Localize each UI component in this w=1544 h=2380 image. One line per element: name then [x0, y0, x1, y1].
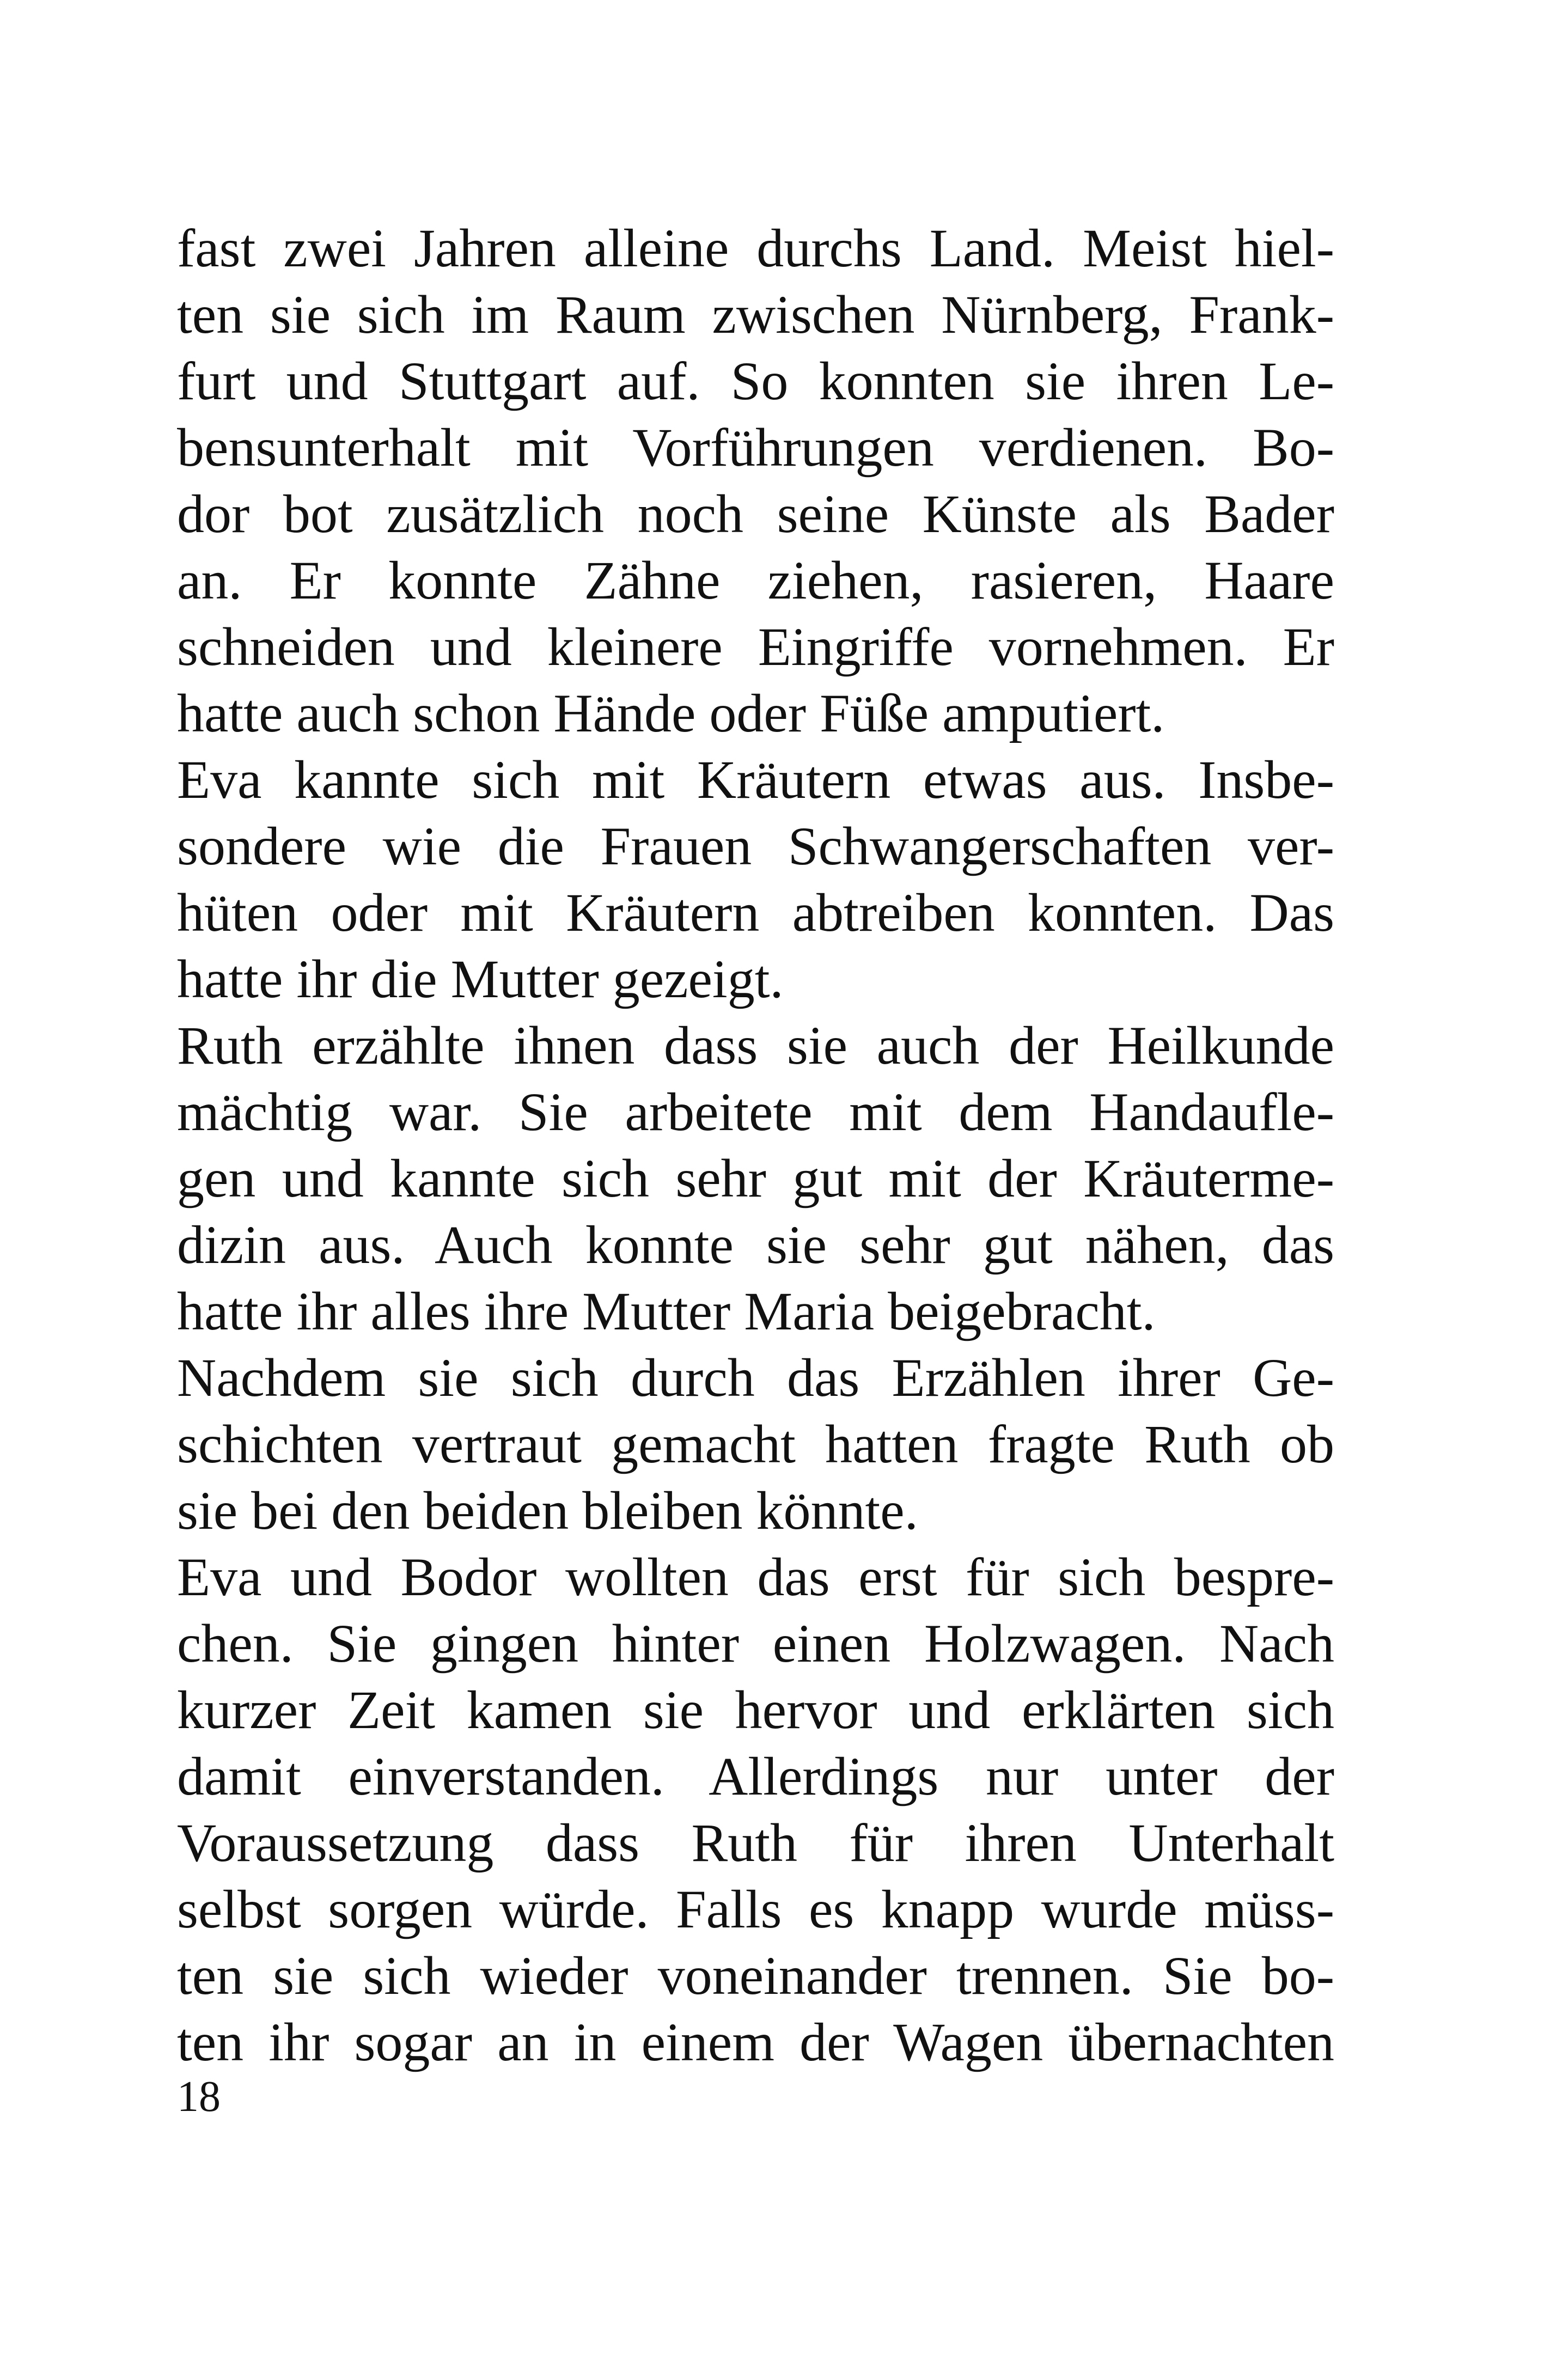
text-line: Nachdem sie sich durch das Erzählen ihrer Ge- [177, 1347, 1334, 1408]
text-line: chen. Sie gingen hinter einen Holzwagen. Nach [177, 1613, 1334, 1674]
text-line: ten ihr sogar an in einem der Wagen übernachten [177, 2012, 1334, 2072]
text-line: kurzer Zeit kamen sie hervor und erklärten sich [177, 1680, 1334, 1740]
text-line: an. Er konnte Zähne ziehen, rasieren, Haare [177, 550, 1334, 611]
text-line: gen und kannte sich sehr gut mit der Kräuterme- [177, 1148, 1334, 1209]
text-line: damit einverstanden. Allerdings nur unter der [177, 1746, 1334, 1807]
text-line: schneiden und kleinere Eingriffe vornehmen. Er [177, 617, 1334, 677]
text-line: schichten vertraut gemacht hatten fragte Ruth ob [177, 1414, 1334, 1474]
text-line: fast zwei Jahren alleine durchs Land. Meist hiel- [177, 218, 1334, 278]
text-line: Eva und Bodor wollten das erst für sich bespre- [177, 1547, 1334, 1607]
text-line: hatte auch schon Hände oder Füße amputiert. [177, 683, 1165, 743]
page-number: 18 [177, 2073, 221, 2121]
text-line: Voraussetzung dass Ruth für ihren Unterhalt [177, 1813, 1334, 1873]
text-line: furt und Stuttgart auf. So konnten sie ihren Le- [177, 351, 1334, 411]
text-line: bensunterhalt mit Vorführungen verdienen. Bo- [177, 417, 1334, 478]
text-line: ten sie sich im Raum zwischen Nürnberg, Frank- [177, 284, 1334, 345]
text-line: Ruth erzählte ihnen dass sie auch der Heilkunde [177, 1015, 1334, 1076]
text-line: hüten oder mit Kräutern abtreiben konnten. Das [177, 882, 1334, 943]
text-line: dor bot zusätzlich noch seine Künste als Bader [177, 484, 1334, 544]
text-line: sondere wie die Frauen Schwangerschaften ver- [177, 816, 1334, 876]
text-line: selbst sorgen würde. Falls es knapp wurde müss- [177, 1879, 1334, 1939]
text-line: Eva kannte sich mit Kräutern etwas aus. Insbe- [177, 749, 1334, 810]
text-line: ten sie sich wieder voneinander trennen. Sie bo- [177, 1945, 1334, 2006]
text-line: dizin aus. Auch konnte sie sehr gut nähen, das [177, 1215, 1334, 1275]
text-line: mächtig war. Sie arbeitete mit dem Handaufle- [177, 1082, 1334, 1142]
text-line: hatte ihr alles ihre Mutter Maria beigebracht. [177, 1281, 1156, 1341]
text-line: hatte ihr die Mutter gezeigt. [177, 949, 784, 1009]
body-text [177, 215, 1334, 2076]
text-line: sie bei den beiden bleiben könnte. [177, 1480, 918, 1541]
